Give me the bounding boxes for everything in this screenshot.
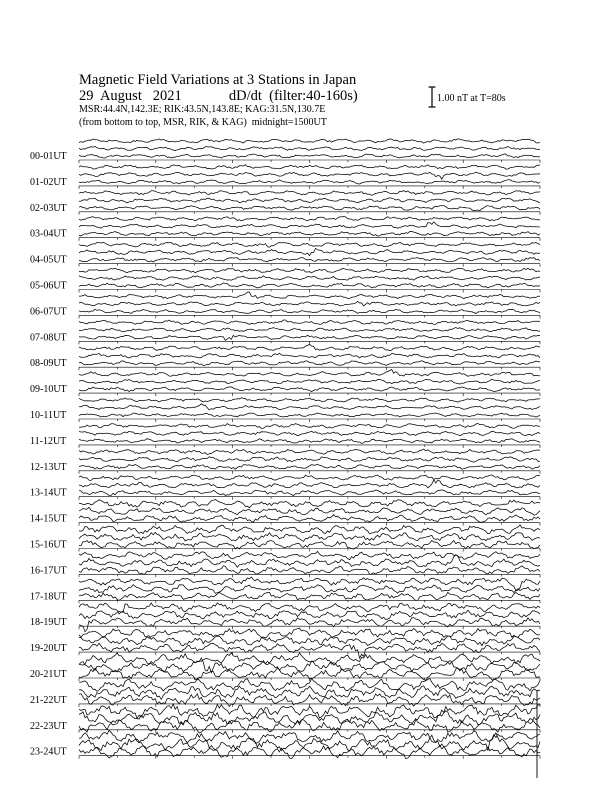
trace-rik <box>79 353 540 358</box>
trace-rik <box>79 658 540 673</box>
trace-rik <box>79 222 540 228</box>
trace-kag <box>79 370 540 377</box>
date-day: 29 <box>79 88 94 104</box>
hour-label: 22-23UT <box>30 720 67 732</box>
hour-label: 10-11UT <box>30 410 67 421</box>
trace-kag <box>79 500 540 508</box>
hour-label: 07-08UT <box>30 332 67 344</box>
hour-label: 21-22UT <box>30 694 67 706</box>
trace-msr <box>79 541 540 550</box>
trace-rik <box>79 480 540 488</box>
trace-kag <box>79 320 540 324</box>
hour-label: 11-12UT <box>30 435 67 447</box>
trace-rik <box>79 301 540 306</box>
trace-rik <box>79 507 540 515</box>
trace-msr <box>79 413 540 417</box>
trace-kag <box>79 552 540 560</box>
trace-msr <box>79 387 540 392</box>
trace-kag <box>79 525 540 534</box>
trace-msr <box>79 180 540 184</box>
hour-label: 12-13UT <box>30 461 67 473</box>
trace-rik <box>79 404 540 410</box>
trace-msr <box>79 643 540 658</box>
hour-label: 02-03UT <box>30 202 67 214</box>
hour-label: 05-06UT <box>30 280 67 292</box>
hour-label: 00-01UT <box>30 151 67 162</box>
hour-label: 20-21UT <box>30 669 67 680</box>
trace-kag <box>79 191 540 196</box>
trace-msr <box>79 154 540 158</box>
trace-kag <box>79 268 540 273</box>
quantity-label: dD/dt <box>228 88 262 104</box>
date-month: August <box>99 88 142 104</box>
trace-rik <box>79 610 540 619</box>
trace-kag <box>79 577 540 591</box>
hour-label: 06-07UT <box>30 306 67 318</box>
trace-rik <box>79 431 540 435</box>
trace-kag <box>79 344 540 350</box>
trace-msr <box>79 258 540 263</box>
trace-kag <box>79 424 540 429</box>
trace-kag <box>79 242 540 247</box>
trace-rik <box>79 328 540 332</box>
trace-msr <box>79 566 540 574</box>
trace-kag <box>79 475 540 481</box>
trace-msr <box>79 361 540 366</box>
scale-label: 1.00 nT at T=80s <box>437 93 506 104</box>
trace-msr <box>79 464 540 469</box>
hour-label: 15-16UT <box>30 539 67 551</box>
trace-rik <box>79 172 540 179</box>
station-coordinates: MSR:44.4N,142.3E; RIK:43.5N,143.8E; KAG:31.5N,130.7E <box>79 104 326 115</box>
hour-label: 19-20UT <box>30 643 67 655</box>
trace-msr <box>79 283 540 288</box>
trace-msr <box>79 515 540 523</box>
trace-kag <box>79 292 540 299</box>
hour-label: 14-15UT <box>30 513 67 525</box>
trace-msr <box>79 668 540 681</box>
trace-msr <box>79 309 540 313</box>
station-order-note: (from bottom to top, MSR, RIK, & KAG) <box>79 117 247 128</box>
trace-rik <box>79 457 540 462</box>
trace-kag <box>79 139 540 143</box>
trace-rik <box>79 711 540 725</box>
filter-label: (filter:40-160s) <box>269 88 358 104</box>
trace-msr <box>79 231 540 236</box>
midnight-note: midnight=1500UT <box>251 117 327 128</box>
hour-label: 18-19UT <box>30 617 67 629</box>
hour-label: 04-05UT <box>30 254 67 266</box>
trace-rik <box>79 585 540 594</box>
hour-label: 13-14UT <box>30 487 67 499</box>
trace-rik <box>79 146 540 150</box>
trace-rik <box>79 198 540 203</box>
hour-label: 16-17UT <box>30 565 67 577</box>
trace-kag <box>79 398 540 402</box>
trace-kag <box>79 603 540 614</box>
trace-msr <box>79 490 540 496</box>
hour-label: 09-10UT <box>30 384 67 396</box>
trace-rik <box>79 248 540 255</box>
date-year: 2021 <box>152 88 182 104</box>
trace-kag <box>79 628 540 638</box>
hour-label: 01-02UT <box>30 176 67 188</box>
trace-msr <box>79 439 540 444</box>
trace-kag <box>79 217 540 221</box>
hour-label: 17-18UT <box>30 591 67 603</box>
trace-msr <box>79 618 540 632</box>
trace-rik <box>79 686 540 699</box>
trace-kag <box>79 165 540 169</box>
trace-msr <box>79 592 540 600</box>
hour-label: 03-04UT <box>30 228 67 240</box>
hour-label: 23-24UT <box>30 746 67 758</box>
trace-rik <box>79 532 540 541</box>
trace-rik <box>79 379 540 384</box>
chart-title: Magnetic Field Variations at 3 Stations in Japan <box>79 72 357 88</box>
hour-label: 08-09UT <box>30 358 67 370</box>
trace-kag <box>79 449 540 455</box>
trace-rik <box>79 276 540 280</box>
trace-msr <box>79 206 540 211</box>
trace-msr <box>79 335 540 340</box>
